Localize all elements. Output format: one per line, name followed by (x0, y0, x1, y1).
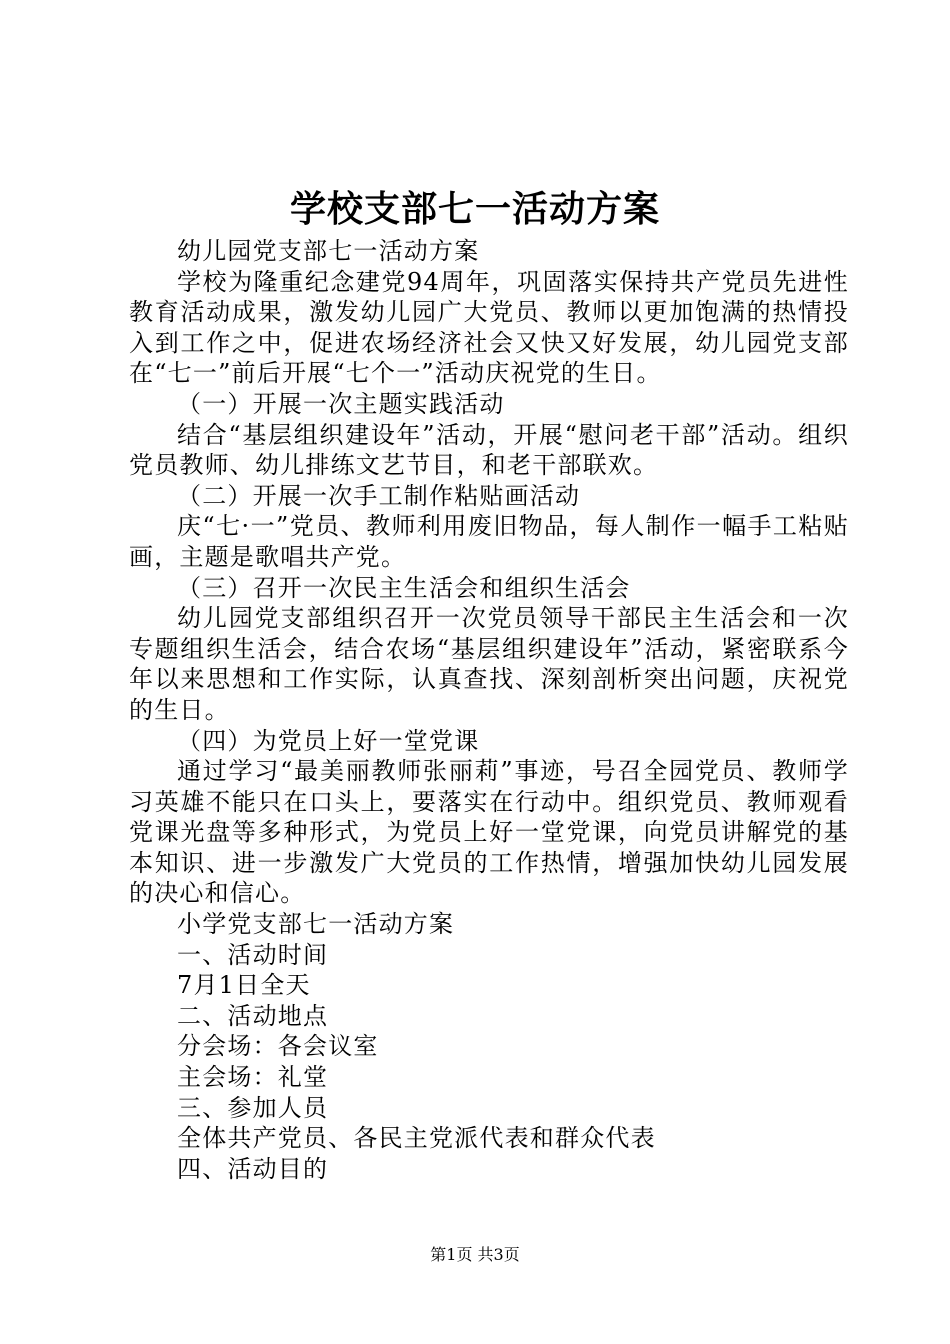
paragraph-item-location-main: 主会场：礼堂 (177, 1063, 329, 1092)
paragraph-section-1-body: 结合“基层组织建设年”活动，开展“慰问老干部”活动。组织党员教师、幼儿排练文艺节目，和老干部联欢。 (129, 420, 849, 480)
paragraph-item-purpose-heading: 四、活动目的 (177, 1154, 329, 1183)
paragraph-section-3-heading: （三）召开一次民主生活会和组织生活会 (177, 573, 631, 602)
paragraph-section-3-body: 幼儿园党支部组织召开一次党员领导干部民主生活会和一次专题组织生活会，结合农场“基层组织建设年”活动，紧密联系今年以来思想和工作实际，认真查找、深刻剖析突出问题，庆祝党的生日。 (129, 604, 849, 724)
paragraph-item-participants-heading: 三、参加人员 (177, 1093, 329, 1122)
paragraph-item-time-heading: 一、活动时间 (177, 940, 329, 969)
paragraph-kindergarten-plan-heading: 幼儿园党支部七一活动方案 (177, 237, 480, 265)
paragraph-item-location-branch: 分会场：各会议室 (177, 1032, 379, 1061)
paragraph-section-1-heading: （一）开展一次主题实践活动 (177, 389, 505, 418)
paragraph-section-2-body: 庆“七·一”党员、教师利用废旧物品，每人制作一幅手工粘贴画，主题是歌唱共产党。 (129, 512, 849, 571)
paragraph-intro: 学校为隆重纪念建党94周年，巩固落实保持共产党员先进性教育活动成果，激发幼儿园广大党员、教师以更加饱满的热情投入到工作之中，促进农场经济社会又快又好发展，幼儿园党支部在“七一”前后开展“七个一”活动庆祝党的生日。 (129, 267, 849, 388)
document-body (129, 236, 849, 1184)
paragraph-section-4-body: 通过学习“最美丽教师张丽莉”事迹，号召全园党员、教师学习英雄不能只在口头上，要落实在行动中。组织党员、教师观看党课光盘等多种形式，为党员上好一堂党课，向党员讲解党的基本知识、进一步激发广大党员的工作热情，增强加快幼儿园发展的决心和信心。 (129, 757, 849, 908)
document-title: 学校支部七一活动方案 (289, 188, 660, 230)
paragraph-section-2-heading: （二）开展一次手工制作粘贴画活动 (177, 481, 581, 510)
paragraph-item-participants-value: 全体共产党员、各民主党派代表和群众代表 (177, 1124, 656, 1153)
paragraph-item-time-value: 7月1日全天 (177, 971, 311, 1000)
paragraph-primary-school-plan-heading: 小学党支部七一活动方案 (177, 910, 455, 939)
paragraph-section-4-heading: （四）为党员上好一堂党课 (177, 726, 480, 755)
page-number-footer: 第1页 共3页 (430, 1245, 520, 1264)
paragraph-item-location-heading: 二、活动地点 (177, 1001, 329, 1030)
